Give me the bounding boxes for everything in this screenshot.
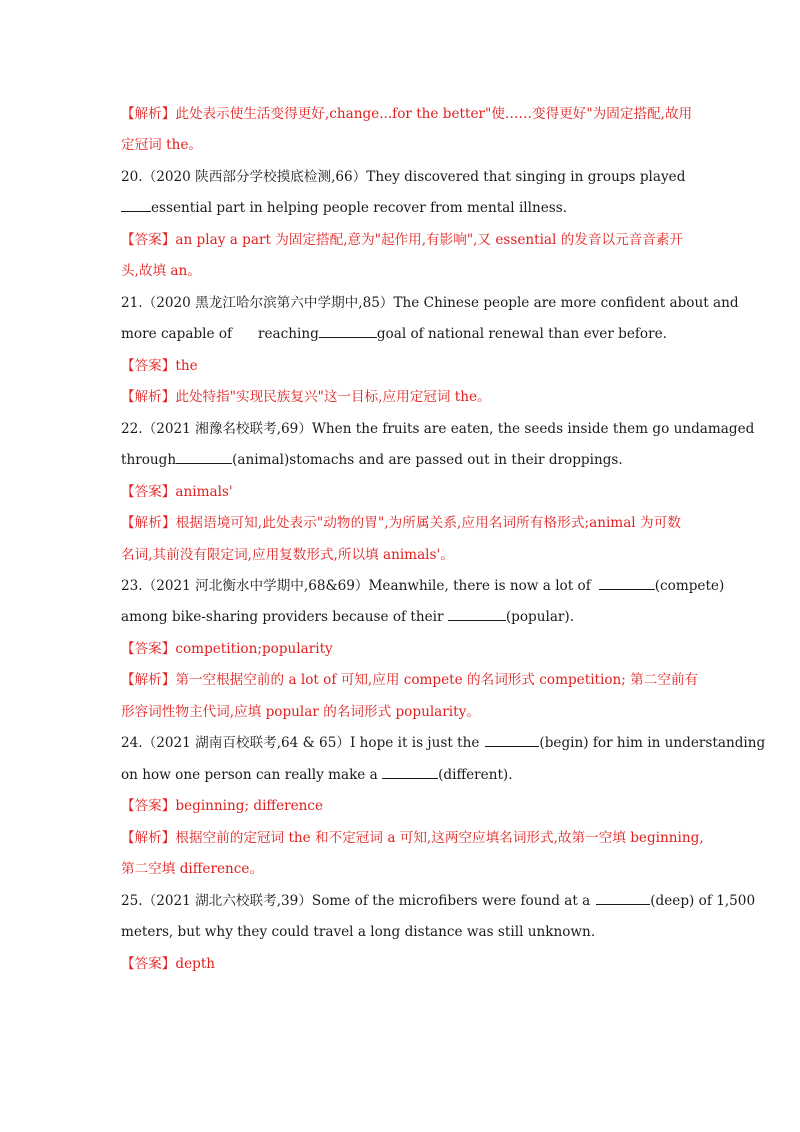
answer-blank[interactable] <box>382 766 438 779</box>
q25-question-line2: meters, but why they could travel a long distance was still unknown. <box>121 924 596 940</box>
q20-answer-line2: 头,故填 an。 <box>121 263 201 279</box>
q22-analysis-line1: 【解析】根据语境可知,此处表示"动物的胃",为所属关系,应用名词所有格形式;animal 为可数 <box>121 515 682 531</box>
q23-question-line1: 23.（2021 河北衡水中学期中,68&69）Meanwhile, there is now a lot of (compete) <box>121 578 725 594</box>
q21-analysis: 【解析】此处特指"实现民族复兴"这一目标,应用定冠词 the。 <box>121 389 491 405</box>
q22-analysis-line2: 名词,其前没有限定词,应用复数形式,所以填 animals'。 <box>121 547 454 563</box>
q25-answer: 【答案】depth <box>121 956 216 972</box>
question-source: （2021 湖北六校联考,39） <box>142 893 312 909</box>
q24-question-line2: on how one person can really make a (different). <box>121 767 513 783</box>
q24-analysis-line2: 第二空填 difference。 <box>121 861 263 877</box>
q19-analysis-line2: 定冠词 the。 <box>121 137 202 153</box>
q22-question-line2: through (animal)stomachs and are passed out in their droppings. <box>121 452 623 468</box>
question-source: （2020 黑龙江哈尔滨第六中学期中,85） <box>142 295 394 311</box>
q24-analysis-line1: 【解析】根据空前的定冠词 the 和不定冠词 a 可知,这两空应填名词形式,故第一空填 beginning, <box>121 830 704 846</box>
q22-answer: 【答案】animals' <box>121 484 233 500</box>
q22-question-line1: 22.（2021 湘豫名校联考,69）When the fruits are eaten, the seeds inside them go undamaged <box>121 421 755 437</box>
q24-question-line1: 24.（2021 湖南百校联考,64 & 65）I hope it is just the (begin) for him in understanding <box>121 735 766 751</box>
analysis-label: 【解析】 <box>121 830 176 846</box>
q21-answer: 【答案】the <box>121 358 198 374</box>
q19-analysis-line1: 【解析】此处表示使生活变得更好,change...for the better"使……变得更好"为固定搭配,故用 <box>121 106 693 122</box>
answer-blank[interactable] <box>485 734 539 747</box>
q23-analysis-line1: 【解析】第一空根据空前的 a lot of 可知,应用 compete 的名词形式 competition; 第二空前有 <box>121 672 699 688</box>
q20-answer-line1: 【答案】an play a part 为固定搭配,意为"起作用,有影响",又 essential 的发音以元音音素开 <box>121 232 684 248</box>
question-source: （2020 陕西部分学校摸底检测,66） <box>142 169 367 185</box>
question-source: （2021 湖南百校联考,64 & 65） <box>142 735 350 751</box>
answer-blank[interactable] <box>121 199 151 212</box>
q20-question-line2: essential part in helping people recover from mental illness. <box>121 198 681 218</box>
analysis-label: 【解析】 <box>121 515 176 531</box>
answer-label: 【答案】 <box>121 484 176 500</box>
q21-question-line1: 21.（2020 黑龙江哈尔滨第六中学期中,85）The Chinese people are more confident about and <box>121 295 739 311</box>
question-source: （2021 河北衡水中学期中,68&69） <box>142 578 369 594</box>
answer-blank[interactable] <box>319 325 377 338</box>
answer-blank[interactable] <box>448 608 506 621</box>
q21-question-line2: more capable of reaching goal of national renewal than ever before. <box>121 326 667 342</box>
question-number: 21. <box>121 295 143 311</box>
q23-answer: 【答案】competition;popularity <box>121 641 333 657</box>
q24-answer: 【答案】beginning; difference <box>121 798 324 814</box>
q20-question-line1: 20.（2020 陕西部分学校摸底检测,66）They discovered that singing in groups played <box>121 169 686 185</box>
answer-blank[interactable] <box>599 577 655 590</box>
answer-label: 【答案】 <box>121 956 176 972</box>
question-source: （2021 湘豫名校联考,69） <box>142 421 312 437</box>
q23-question-line2: among bike-sharing providers because of their (popular). <box>121 609 575 625</box>
answer-blank[interactable] <box>176 451 232 464</box>
question-number: 24. <box>121 735 143 751</box>
analysis-label: 【解析】 <box>121 389 176 405</box>
answer-label: 【答案】 <box>121 641 176 657</box>
answer-label: 【答案】 <box>121 232 176 248</box>
question-number: 25. <box>121 893 143 909</box>
answer-blank[interactable] <box>596 892 650 905</box>
question-number: 23. <box>121 578 143 594</box>
question-number: 20. <box>121 169 143 185</box>
answer-label: 【答案】 <box>121 798 176 814</box>
answer-label: 【答案】 <box>121 358 176 374</box>
q23-analysis-line2: 形容词性物主代词,应填 popular 的名词形式 popularity。 <box>121 704 480 720</box>
q25-question-line1: 25.（2021 湖北六校联考,39）Some of the microfibers were found at a (deep) of 1,500 <box>121 893 756 909</box>
analysis-label: 【解析】 <box>121 672 176 688</box>
analysis-label: 【解析】 <box>121 106 176 122</box>
question-number: 22. <box>121 421 143 437</box>
